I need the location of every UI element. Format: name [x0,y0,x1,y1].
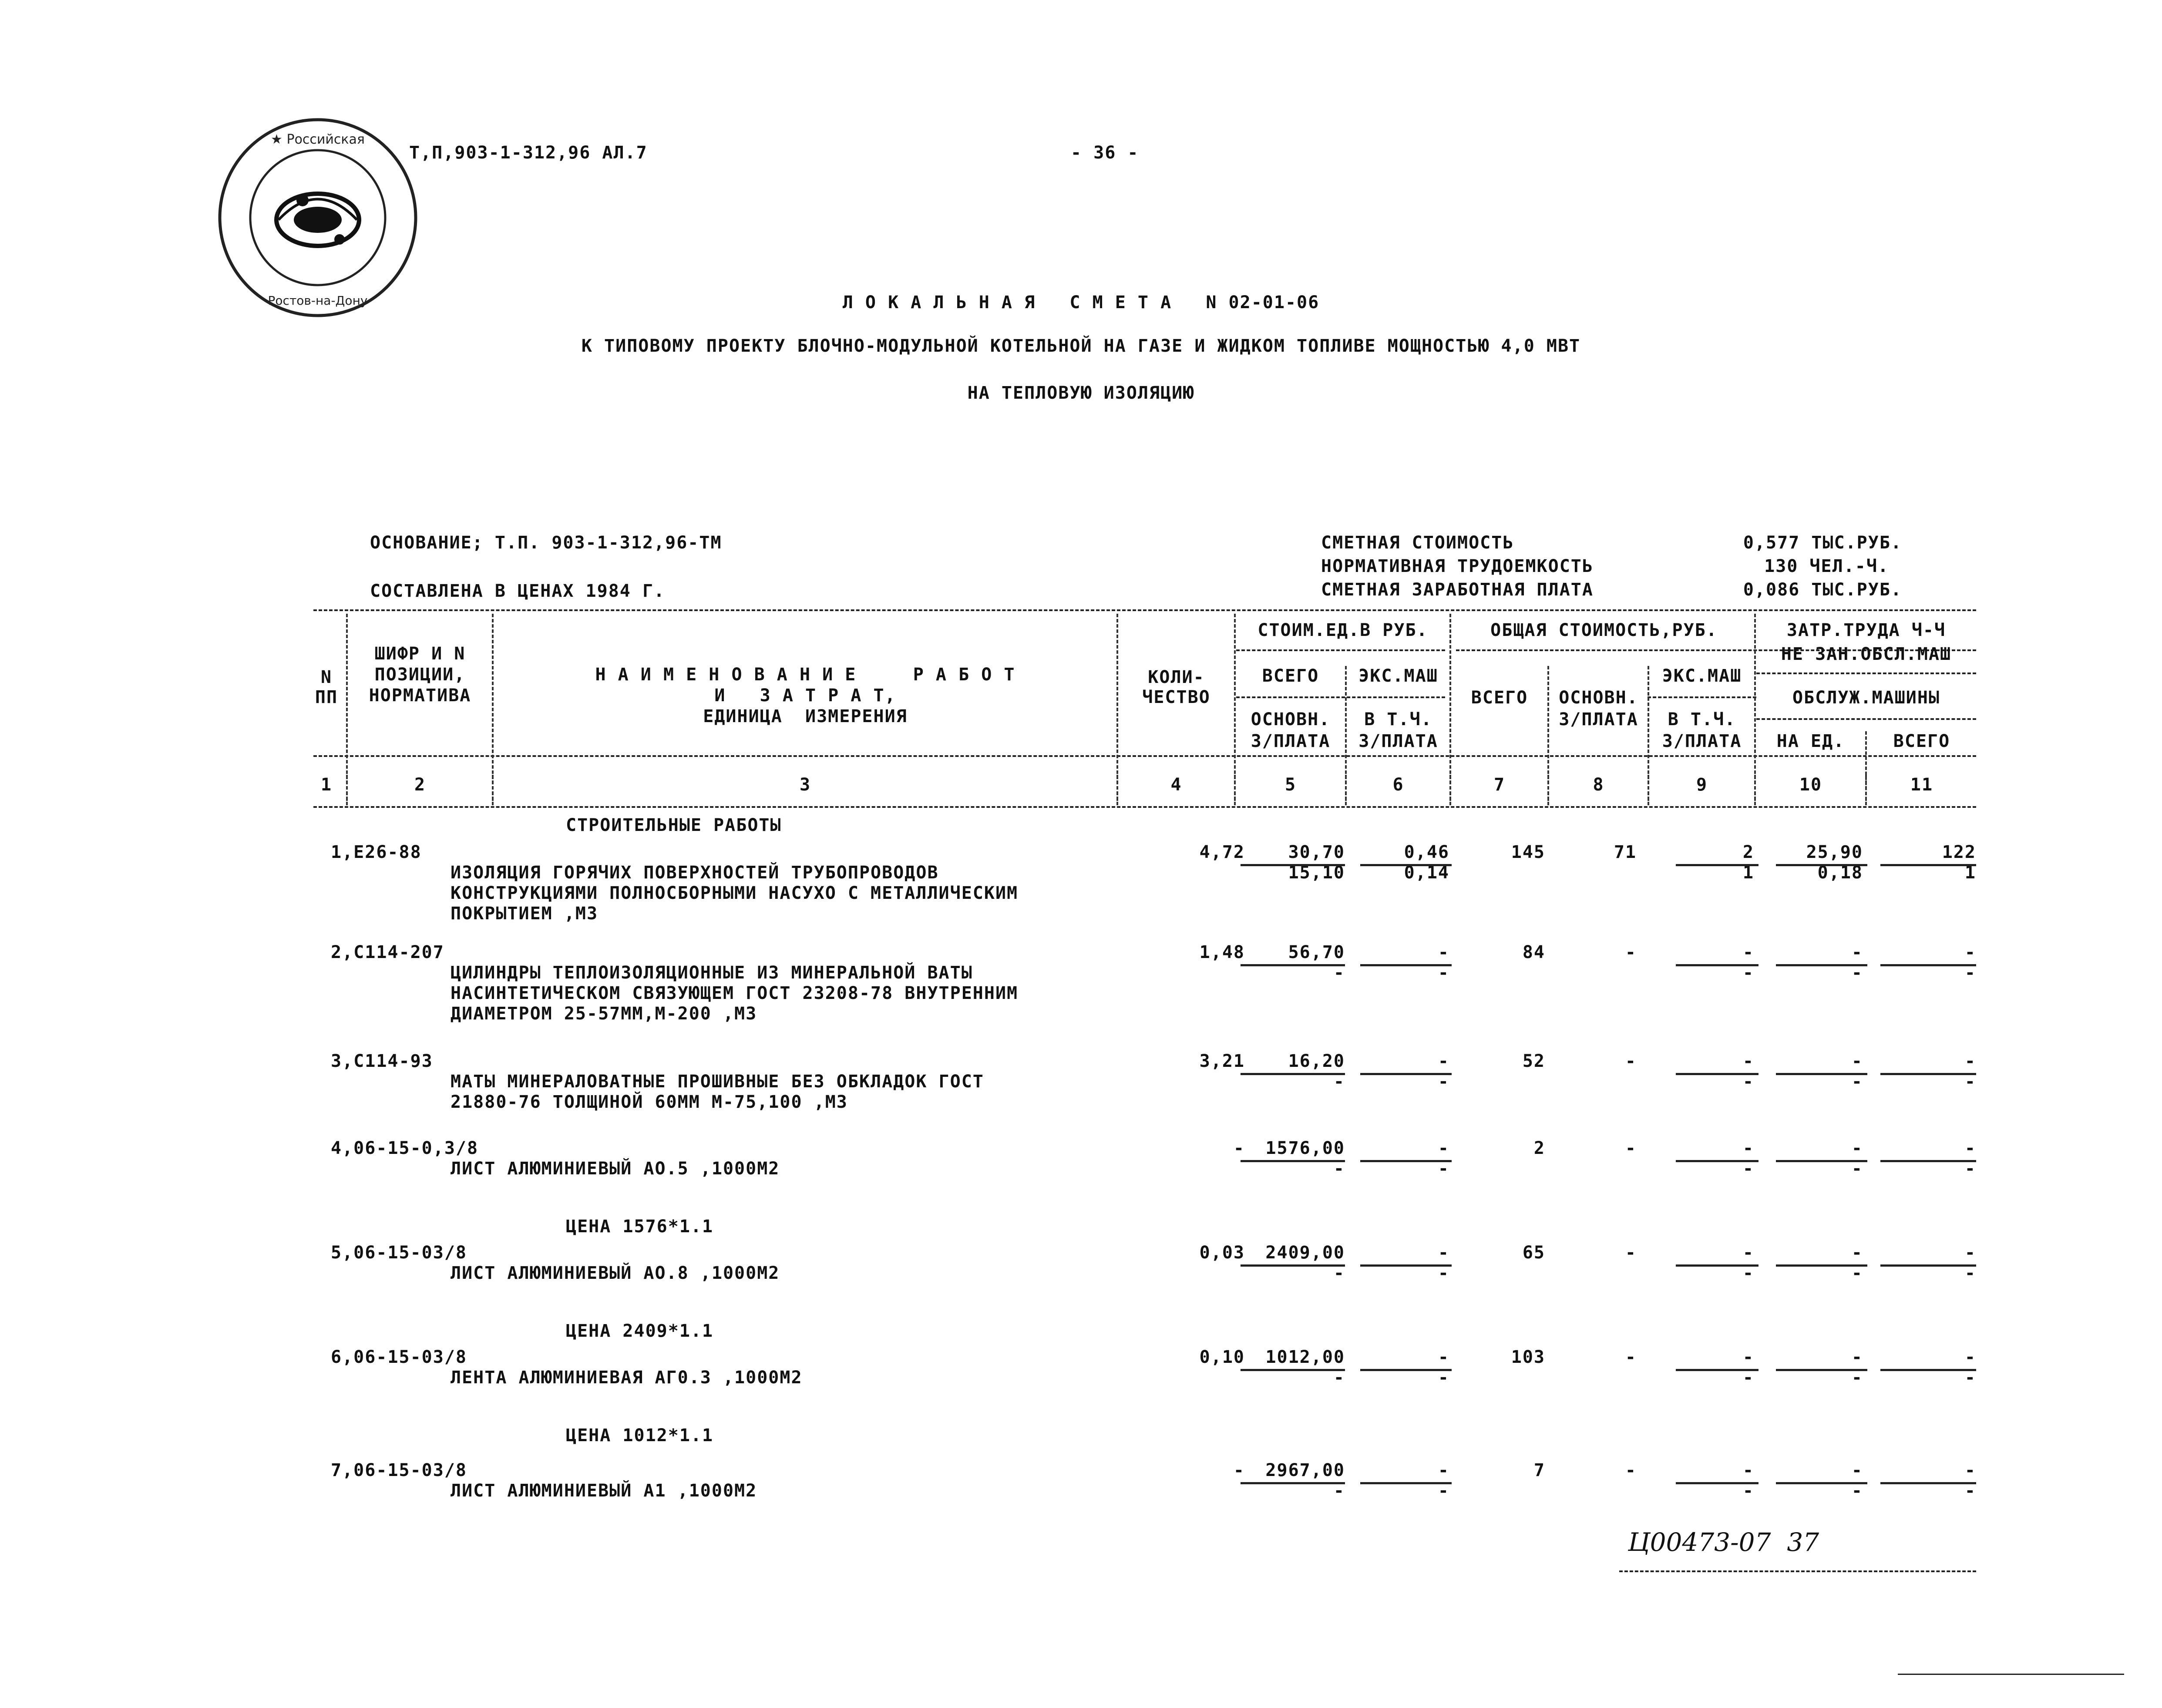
row-description: НАСИНТЕТИЧЕСКОМ СВЯЗУЮЩЕМ ГОСТ 23208-78 ВНУТРЕННИМ [451,983,1019,1003]
basis-line: ОСНОВАНИЕ; Т.П. 903-1-312,96-ТМ [370,533,722,553]
row-price-note: ЦЕНА 2409*1.1 [566,1321,714,1341]
row-value-c10: - [1851,942,1863,962]
row-sub-value-c10: 0,18 [1817,863,1863,883]
row-sub-value-c6: - [1438,1481,1449,1501]
row-code: 4,06-15-0,3/8 [331,1138,479,1158]
row-sub-value-c5: 15,10 [1288,863,1345,883]
col-header-total-incl-wage: В Т.Ч. [1668,709,1736,730]
row-value-c5: 16,20 [1288,1051,1345,1071]
row-description: ИЗОЛЯЦИЯ ГОРЯЧИХ ПОВЕРХНОСТЕЙ ТРУБОПРОВОДОВ [451,863,939,883]
col-header-unit-machine: ЭКС.МАШ [1358,666,1438,686]
row-quantity: 0,03 [1199,1243,1245,1263]
row-value-c6: - [1438,942,1449,962]
row-value-c5: 30,70 [1288,842,1345,862]
row-sub-value-c6: - [1438,1263,1449,1283]
header-bottom-rule [313,755,1976,757]
row-value-c10: 25,90 [1806,842,1863,862]
col-header-total-base: ОСНОВН. [1559,688,1638,708]
row-value-c11: - [1964,1347,1976,1367]
row-value-c9: - [1742,1460,1754,1480]
row-value-c6: - [1438,1460,1449,1480]
row-code: 2,С114-207 [331,942,444,962]
row-value-c9: 2 [1742,842,1754,862]
labor-intensity-label: НОРМАТИВНАЯ ТРУДОЕМКОСТЬ [1321,556,1594,576]
col-header-unit-total: ВСЕГО [1262,666,1319,686]
row-value-c9: - [1742,1347,1754,1367]
row-sub-value-c9: - [1742,1072,1754,1092]
col-header-unit-base-wage: ОСНОВН. [1251,709,1331,730]
row-description: КОНСТРУКЦИЯМИ ПОЛНОСБОРНЫМИ НАСУХО С МЕТАЛЛИЧЕСКИМ [451,883,1019,903]
row-value-c11: - [1964,1051,1976,1071]
row-description: ЛИСТ АЛЮМИНИЕВЫЙ АО.5 ,1000М2 [451,1159,780,1179]
row-value-c7: 65 [1522,1243,1545,1263]
row-value-c9: - [1742,1243,1754,1263]
col-header-total-cost: ОБЩАЯ СТОИМОСТЬ,РУБ. [1490,620,1718,640]
svg-text:★ Российская: ★ Российская [271,132,365,147]
row-value-c7: 7 [1533,1460,1545,1480]
col-header-code: ШИФР И N [374,644,466,664]
row-value-c11: - [1964,1243,1976,1263]
row-description: ЦИЛИНДРЫ ТЕПЛОИЗОЛЯЦИОННЫЕ ИЗ МИНЕРАЛЬНОЙ ВАТЫ [451,963,973,983]
row-value-c8: - [1625,1051,1637,1071]
row-sub-value-c5: - [1333,1481,1345,1501]
doc-title: Л О К А Л Ь Н А Я С М Е Т А N 02-01-06 [842,293,1320,313]
row-sub-value-c10: - [1851,1481,1863,1501]
col-header-unit-incl-wage: В Т.Ч. [1364,709,1432,730]
row-value-c7: 52 [1522,1051,1545,1071]
row-price-note: ЦЕНА 1012*1.1 [566,1426,714,1446]
row-sub-value-c6: - [1438,1159,1449,1179]
row-value-c5: 2409,00 [1265,1243,1345,1263]
row-sub-value-c11: - [1964,963,1976,983]
row-value-c6: - [1438,1138,1449,1158]
col-header-quantity: КОЛИ- [1148,667,1205,687]
estimated-cost-value: 0,577 ТЫС.РУБ. [1743,533,1902,553]
row-sub-value-c5: - [1333,1159,1345,1179]
row-sub-value-c9: 1 [1742,863,1754,883]
col-header-labor-unit: НА ЕД. [1776,731,1845,751]
row-quantity: 3,21 [1199,1051,1245,1071]
row-sub-value-c11: - [1964,1263,1976,1283]
row-code: 7,06-15-03/8 [331,1460,467,1480]
row-quantity: 4,72 [1199,842,1245,862]
col-header-total-machine: ЭКС.МАШ [1662,666,1742,686]
row-value-c10: - [1851,1347,1863,1367]
col-header-labor: ЗАТР.ТРУДА Ч-Ч [1786,620,1946,640]
row-description: ЛЕНТА АЛЮМИНИЕВАЯ АГ0.3 ,1000М2 [451,1368,803,1388]
bottom-edge-rule [1898,1674,2124,1675]
row-sub-value-c10: - [1851,1159,1863,1179]
svg-text:Ростов-на-Дону: Ростов-на-Дону [268,293,368,308]
row-value-c8: - [1625,1460,1637,1480]
doc-subtitle: К ТИПОВОМУ ПРОЕКТУ БЛОЧНО-МОДУЛЬНОЙ КОТЕЛЬНОЙ НА ГАЗЕ И ЖИДКОМ ТОПЛИВЕ МОЩНОСТЬЮ 4,0 МВТ [581,336,1581,356]
row-value-c10: - [1851,1051,1863,1071]
row-quantity: - [1233,1460,1245,1480]
row-description: 21880-76 ТОЛЩИНОЙ 60ММ М-75,100 ,М3 [451,1092,848,1112]
row-description: ЛИСТ АЛЮМИНИЕВЫЙ А1 ,1000М2 [451,1481,757,1501]
row-description: МАТЫ МИНЕРАЛОВАТНЫЕ ПРОШИВНЫЕ БЕЗ ОБКЛАДОК ГОСТ [451,1072,984,1092]
row-code: 3,С114-93 [331,1051,433,1071]
doc-reference: Т,П,903-1-312,96 АЛ.7 [409,143,648,163]
row-value-c11: - [1964,1460,1976,1480]
row-value-c11: - [1964,942,1976,962]
row-value-c9: - [1742,1138,1754,1158]
doc-subject: НА ТЕПЛОВУЮ ИЗОЛЯЦИЮ [967,383,1195,403]
table-top-rule [313,609,1976,611]
row-value-c6: - [1438,1347,1449,1367]
handwritten-reference: Ц00473-07 37 [1628,1527,1819,1557]
row-sub-value-c11: 1 [1964,863,1976,883]
row-sub-value-c10: - [1851,963,1863,983]
row-value-c7: 2 [1533,1138,1545,1158]
row-sub-value-c5: - [1333,963,1345,983]
row-value-c10: - [1851,1460,1863,1480]
row-sub-value-c5: - [1333,1368,1345,1388]
row-sub-value-c6: 0,14 [1404,863,1449,883]
row-value-c8: - [1625,1347,1637,1367]
row-quantity: 0,10 [1199,1347,1245,1367]
row-value-c6: - [1438,1243,1449,1263]
labor-intensity-value: 130 ЧЕЛ.-Ч. [1764,556,1889,576]
row-value-c6: - [1438,1051,1449,1071]
row-sub-value-c5: - [1333,1263,1345,1283]
row-value-c5: 2967,00 [1265,1460,1345,1480]
row-sub-value-c10: - [1851,1368,1863,1388]
row-value-c9: - [1742,1051,1754,1071]
row-code: 5,06-15-03/8 [331,1243,467,1263]
row-sub-value-c11: - [1964,1368,1976,1388]
col-header-labor-service: ОБСЛУЖ.МАШИНЫ [1792,688,1940,708]
row-value-c5: 1012,00 [1265,1347,1345,1367]
row-sub-value-c6: - [1438,1072,1449,1092]
footer-rule [1619,1570,1976,1572]
row-sub-value-c6: - [1438,963,1449,983]
estimated-cost-label: СМЕТНАЯ СТОИМОСТЬ [1321,533,1514,553]
row-quantity: 1,48 [1199,942,1245,962]
row-quantity: - [1233,1138,1245,1158]
row-description: ЛИСТ АЛЮМИНИЕВЫЙ АО.8 ,1000М2 [451,1263,780,1283]
row-value-c11: - [1964,1138,1976,1158]
row-description: ДИАМЕТРОМ 25-57ММ,М-200 ,М3 [451,1004,757,1024]
row-value-c10: - [1851,1243,1863,1263]
row-value-c7: 84 [1522,942,1545,962]
col-header-unit-cost: СТОИМ.ЕД.В РУБ. [1258,620,1428,640]
row-sub-value-c5: - [1333,1072,1345,1092]
row-value-c8: - [1625,1138,1637,1158]
row-value-c5: 56,70 [1288,942,1345,962]
estimated-wage-value: 0,086 ТЫС.РУБ. [1743,580,1902,600]
row-value-c11: 122 [1942,842,1976,862]
row-value-c8: 71 [1614,842,1637,862]
col-header-total-all: ВСЕГО [1471,688,1528,708]
col-header-name: Н А И М Е Н О В А Н И Е Р А Б О Т [595,665,1015,685]
row-value-c5: 1576,00 [1265,1138,1345,1158]
row-value-c10: - [1851,1138,1863,1158]
row-code: 1,Е26-88 [331,842,422,862]
row-code: 6,06-15-03/8 [331,1347,467,1367]
row-sub-value-c9: - [1742,963,1754,983]
row-value-c9: - [1742,942,1754,962]
row-sub-value-c11: - [1964,1481,1976,1501]
estimated-wage-label: СМЕТНАЯ ЗАРАБОТНАЯ ПЛАТА [1321,580,1594,600]
row-price-note: ЦЕНА 1576*1.1 [566,1217,714,1237]
page-number: - 36 - [1071,143,1139,163]
row-sub-value-c9: - [1742,1263,1754,1283]
row-sub-value-c9: - [1742,1481,1754,1501]
row-sub-value-c6: - [1438,1368,1449,1388]
row-sub-value-c10: - [1851,1072,1863,1092]
seal-stamp [213,113,422,322]
col-header-labor-total: ВСЕГО [1893,731,1950,751]
row-value-c8: - [1625,1243,1637,1263]
row-sub-value-c11: - [1964,1072,1976,1092]
row-sub-value-c9: - [1742,1159,1754,1179]
row-description: ПОКРЫТИЕМ ,М3 [451,904,599,924]
row-sub-value-c9: - [1742,1368,1754,1388]
row-value-c8: - [1625,942,1637,962]
col-header-number: N [320,667,333,687]
row-value-c7: 145 [1511,842,1545,862]
column-number-rule [313,806,1976,808]
section-heading: СТРОИТЕЛЬНЫЕ РАБОТЫ [566,815,782,835]
row-sub-value-c11: - [1964,1159,1976,1179]
row-sub-value-c10: - [1851,1263,1863,1283]
row-value-c7: 103 [1511,1347,1545,1367]
row-value-c6: 0,46 [1404,842,1449,862]
price-base-line: СОСТАВЛЕНА В ЦЕНАХ 1984 Г. [370,581,666,601]
